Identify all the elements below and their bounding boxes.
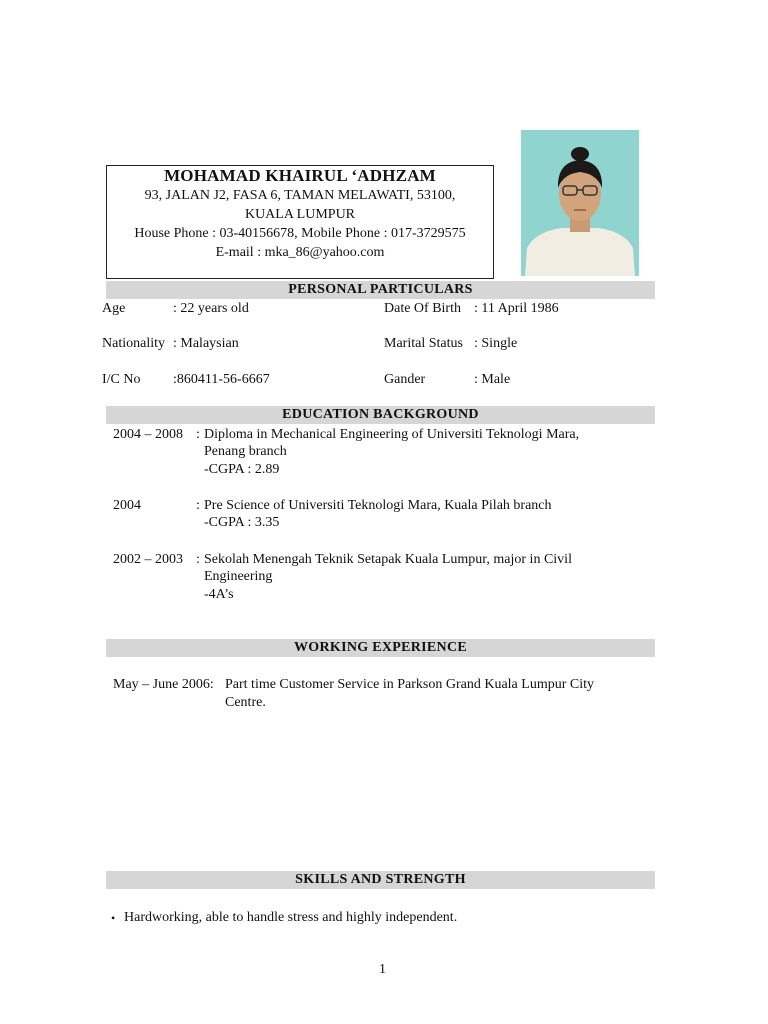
dob-value: : 11 April 1986 [474,301,559,316]
work-period: May – June 2006: [113,677,214,692]
education-line: Engineering [204,569,273,584]
education-line: Penang branch [204,444,287,459]
address-line-1: 93, JALAN J2, FASA 6, TAMAN MELAWATI, 53100, [144,188,456,203]
work-description-cont: Centre. [225,695,266,710]
gender-label: Gander [384,372,426,387]
ic-number-value: :860411-56-6667 [173,372,270,387]
work-description: Part time Customer Service in Parkson Grand Kuala Lumpur City [225,677,594,692]
education-line: -CGPA : 3.35 [204,515,280,530]
education-period: 2004 – 2008 [113,427,183,442]
education-period: 2004 [113,498,141,513]
profile-photo [521,130,639,276]
contact-box [106,165,494,279]
gender-value: : Male [474,372,511,387]
dob-label: Date Of Birth [384,301,461,316]
education-separator: : [196,427,200,442]
education-line: Sekolah Menengah Teknik Setapak Kuala Lumpur, major in Civil [204,552,572,567]
email-line: E-mail : mka_86@yahoo.com [215,245,385,260]
education-line: -CGPA : 2.89 [204,462,280,477]
education-separator: : [196,552,200,567]
page-number: 1 [379,962,386,977]
candidate-name: MOHAMAD KHAIRUL ‘ADHZAM [164,166,436,185]
education-background-heading: EDUCATION BACKGROUND [106,406,655,424]
ic-number-label: I/C No [102,372,141,387]
nationality-label: Nationality [102,336,165,351]
nationality-value: : Malaysian [173,336,239,351]
education-separator: : [196,498,200,513]
working-experience-heading: WORKING EXPERIENCE [106,639,655,657]
age-value: : 22 years old [173,301,249,316]
personal-particulars-heading: PERSONAL PARTICULARS [106,281,655,299]
phone-line: House Phone : 03-40156678, Mobile Phone : 017-3729575 [134,226,466,241]
education-period: 2002 – 2003 [113,552,183,567]
skills-strength-heading: SKILLS AND STRENGTH [106,871,655,889]
marital-status-label: Marital Status [384,336,463,351]
skill-item: Hardworking, able to handle stress and highly independent. [124,910,458,925]
person-portrait-icon [521,130,639,276]
marital-status-value: : Single [474,336,518,351]
education-line: Diploma in Mechanical Engineering of Universiti Teknologi Mara, [204,427,580,442]
education-line: -4A’s [204,587,234,602]
bullet-icon: • [111,911,116,925]
education-line: Pre Science of Universiti Teknologi Mara, Kuala Pilah branch [204,498,552,513]
age-label: Age [102,301,126,316]
address-line-2: KUALA LUMPUR [244,207,356,222]
